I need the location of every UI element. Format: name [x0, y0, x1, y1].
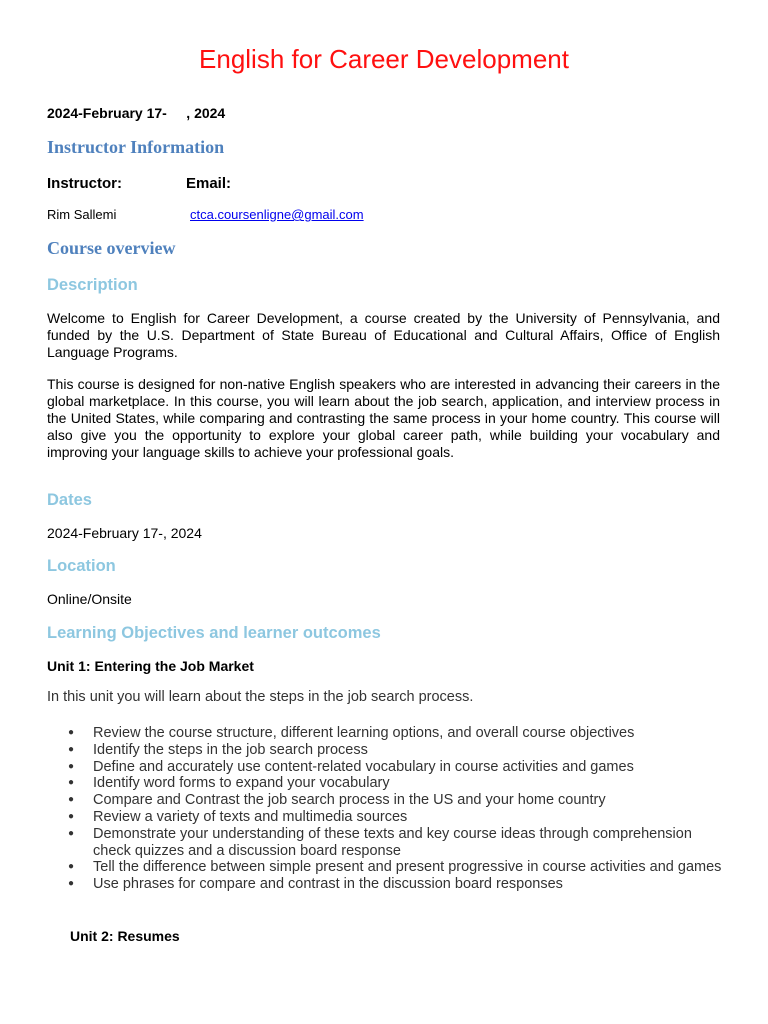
bullet-icon: ●	[68, 827, 75, 839]
list-item: ● Identify word forms to expand your vocabulary	[68, 775, 390, 792]
document-title: English for Career Development	[199, 44, 569, 74]
description-paragraph-2: This course is designed for non-native English speakers who are interested in advancing their careers in the global marketplace. In this course, you will learn about the job search, application, and interview process in the United States, while comparing and contrasting the same process in your home country. This course will also give you the opportunity to explore your global career path, while building your vocabulary and improving your language skills to achieve your professional goals.	[47, 376, 720, 460]
instructor-name: Rim Sallemi	[47, 207, 117, 222]
location-heading: Location	[47, 557, 116, 575]
email-label: Email:	[186, 175, 232, 192]
list-item: ● Tell the difference between simple present and present progressive in course activities and games	[68, 859, 722, 876]
bullet-icon: ●	[68, 777, 75, 789]
bullet-icon: ●	[68, 810, 75, 822]
course-overview-heading: Course overview	[47, 238, 176, 258]
list-item: ● Demonstrate your understanding of these texts and key course ideas through comprehension check quizzes and a discussion board response	[68, 825, 692, 859]
bullet-icon: ●	[68, 760, 75, 772]
list-item: ● Define and accurately use content-related vocabulary in course activities and games	[68, 758, 634, 775]
instructor-email-link[interactable]: ctca.coursenligne@gmail.com	[190, 207, 364, 222]
dates-heading: Dates	[47, 491, 92, 509]
bullet-icon: ●	[68, 743, 75, 755]
unit-1-title: Unit 1: Entering the Job Market	[47, 658, 254, 674]
unit-1-intro: In this unit you will learn about the steps in the job search process.	[47, 689, 474, 705]
bullet-icon: ●	[68, 878, 75, 890]
description-paragraph-1: Welcome to English for Career Development, a course created by the University of Pennsylvania, and funded by the U.S. Department of State Bureau of Educational and Cultural Affairs, Office of English Language Programs.	[47, 310, 720, 360]
objectives-list	[47, 725, 727, 893]
bullet-icon: ●	[68, 861, 75, 873]
list-item: ● Review the course structure, different learning options, and overall course objectives	[68, 725, 635, 741]
instructor-label: Instructor:	[47, 175, 122, 192]
list-item: ● Use phrases for compare and contrast in the discussion board responses	[68, 876, 563, 893]
location-value: Online/Onsite	[47, 591, 132, 607]
list-item: ● Review a variety of texts and multimedia sources	[68, 808, 408, 825]
unit-2-title: Unit 2: Resumes	[70, 928, 180, 944]
list-item: ● Identify the steps in the job search process	[68, 741, 368, 758]
objectives-heading: Learning Objectives and learner outcomes	[47, 624, 381, 642]
date-heading: 2024-February 17- , 2024	[47, 105, 226, 121]
list-item: ● Compare and Contrast the job search process in the US and your home country	[68, 792, 606, 809]
bullet-icon: ●	[68, 727, 75, 738]
instructor-info-heading: Instructor Information	[47, 137, 225, 157]
bullet-icon: ●	[68, 794, 75, 806]
description-heading: Description	[47, 276, 138, 294]
dates-value: 2024-February 17-, 2024	[47, 525, 202, 541]
